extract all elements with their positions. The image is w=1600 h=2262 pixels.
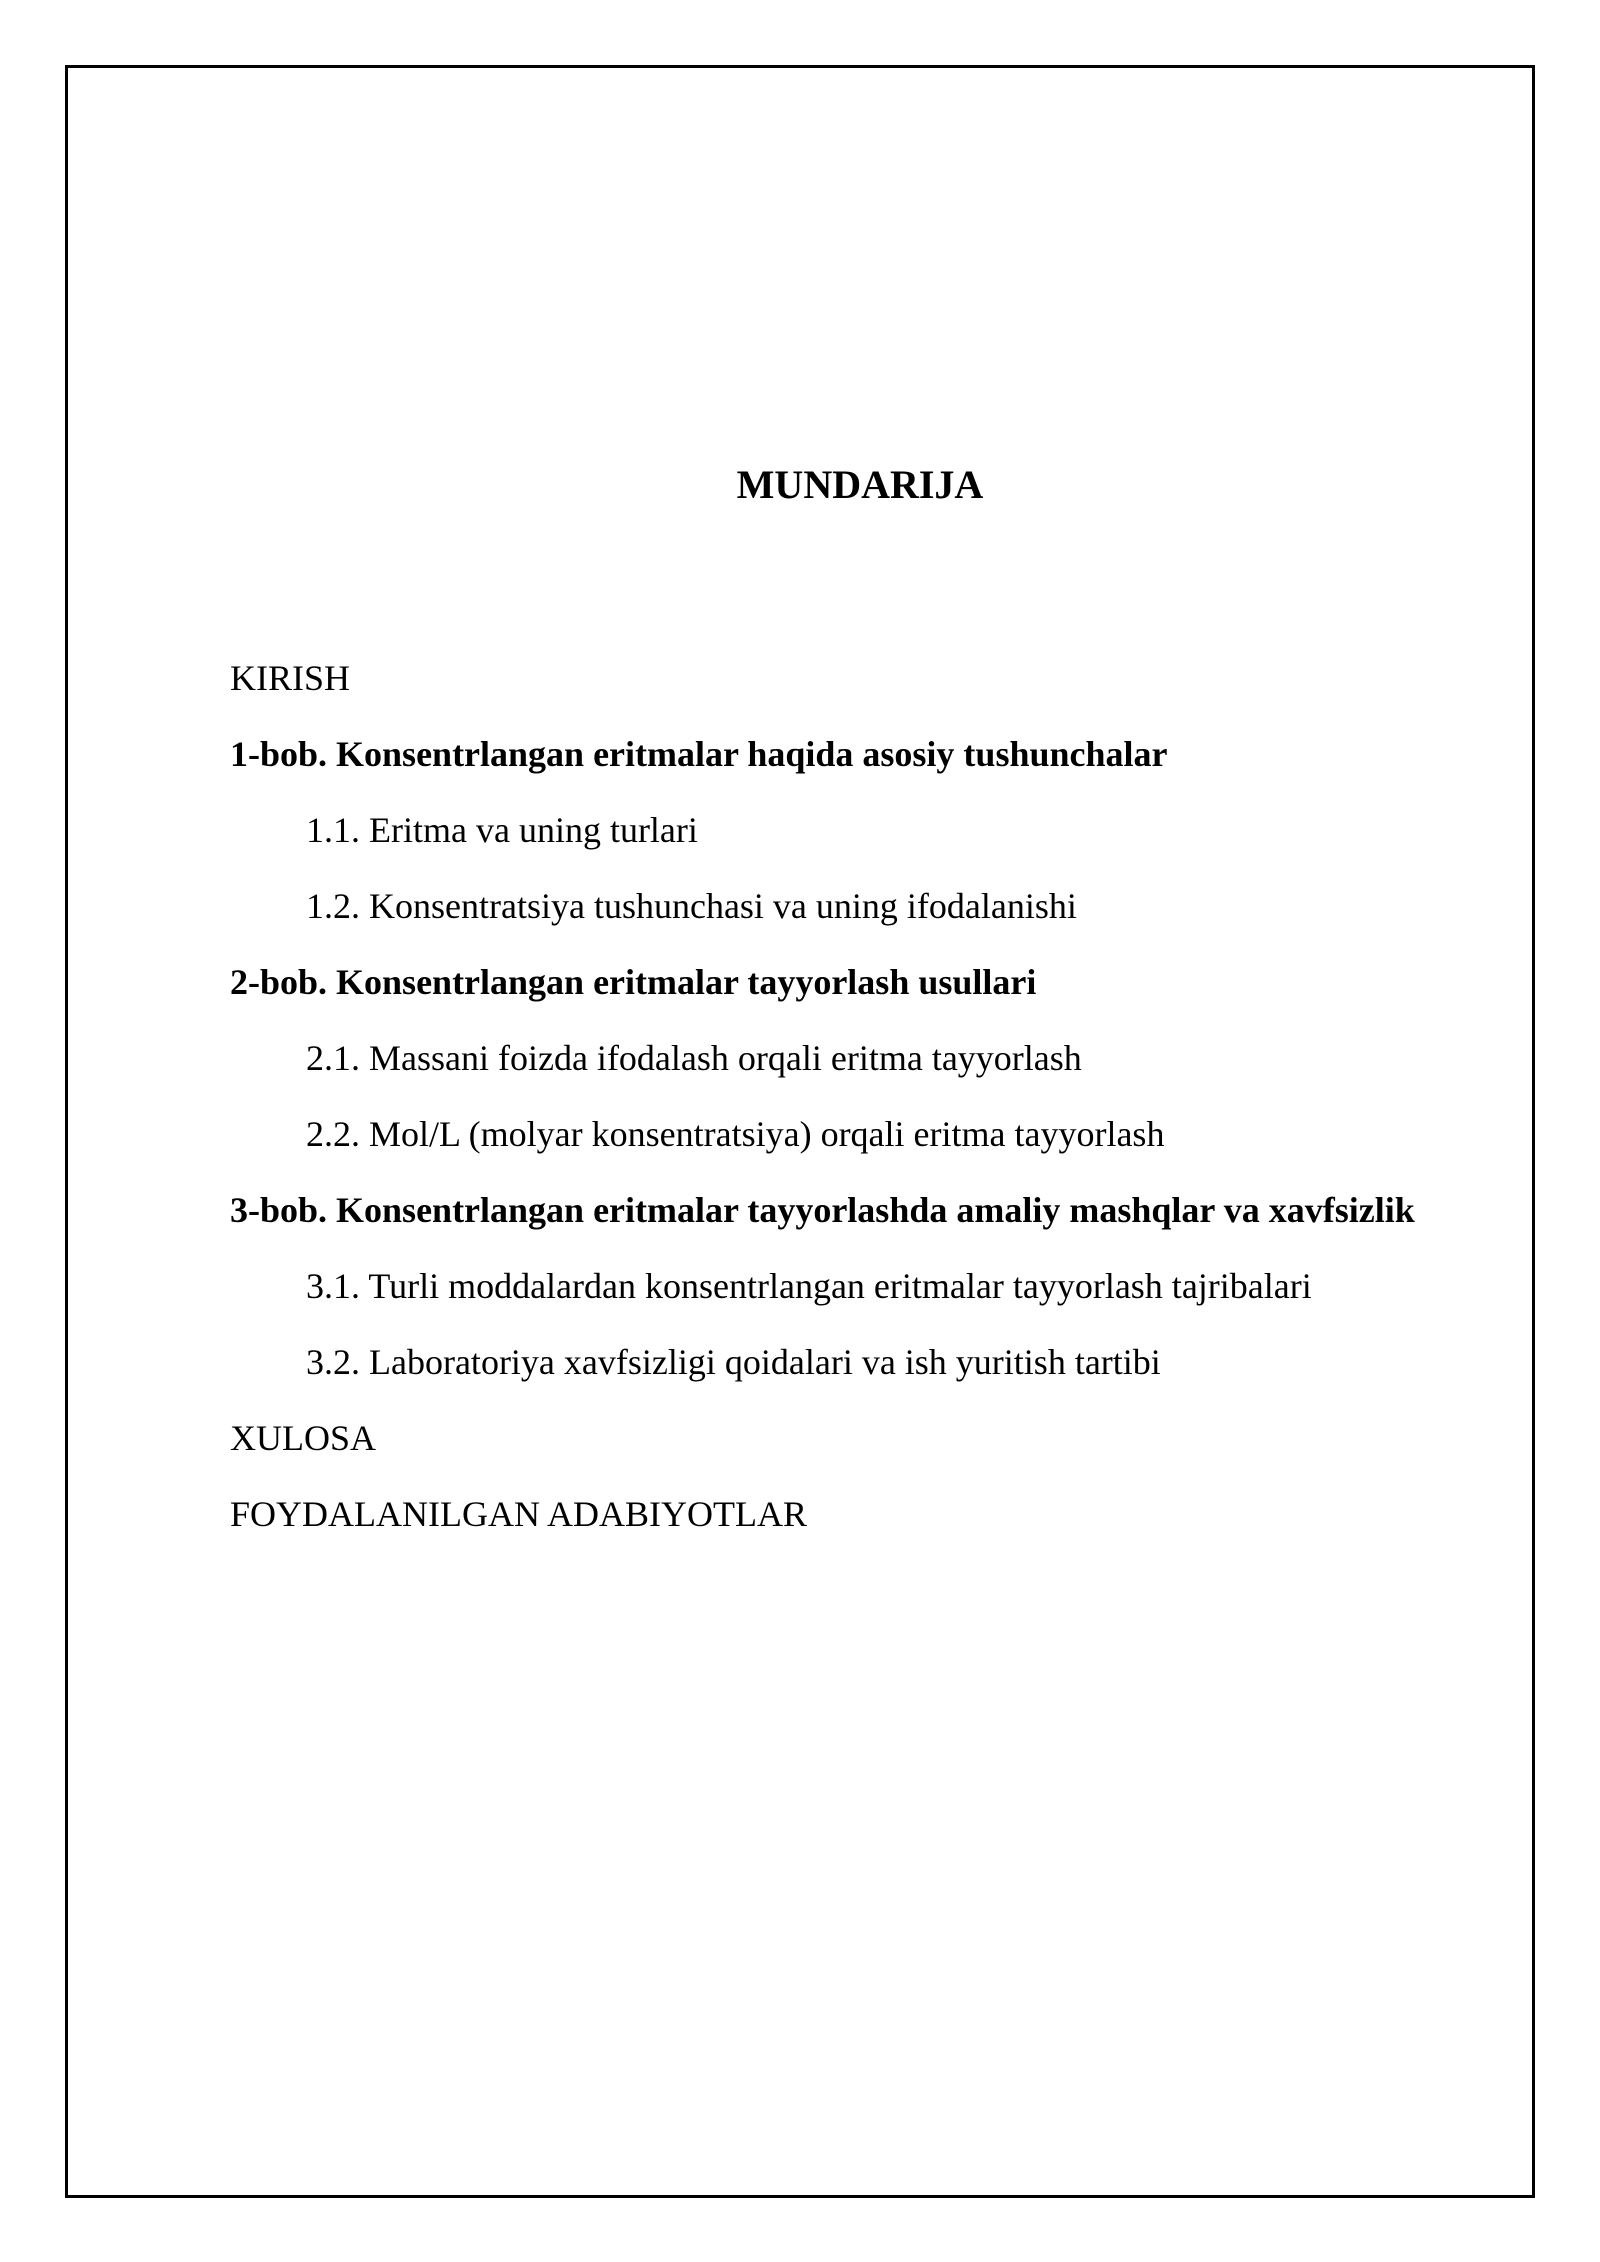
toc-section-3-2: 3.2. Laboratoriya xavfsizligi qoidalari va ish yuritish tartibi <box>306 1342 1161 1382</box>
toc-chapter-2: 2-bob. Konsentrlangan eritmalar tayyorlash usullari <box>230 962 1037 1002</box>
toc-section-1-1: 1.1. Eritma va uning turlari <box>306 810 698 850</box>
toc-entry-references: FOYDALANILGAN ADABIYOTLAR <box>230 1494 807 1534</box>
toc-section-2-1: 2.1. Massani foizda ifodalash orqali eritma tayyorlash <box>306 1038 1082 1078</box>
toc-chapter-3: 3-bob. Konsentrlangan eritmalar tayyorlashda amaliy mashqlar va xavfsizlik <box>230 1190 1415 1230</box>
toc-entry-conclusion: XULOSA <box>230 1418 377 1458</box>
toc-section-3-1: 3.1. Turli moddalardan konsentrlangan eritmalar tayyorlash tajribalari <box>306 1266 1312 1306</box>
toc-section-1-2: 1.2. Konsentratsiya tushunchasi va uning ifodalanishi <box>306 886 1077 926</box>
page-title: MUNDARIJA <box>736 462 984 507</box>
toc-chapter-1: 1-bob. Konsentrlangan eritmalar haqida asosiy tushunchalar <box>230 734 1168 774</box>
toc-section-2-2: 2.2. Mol/L (molyar konsentratsiya) orqali eritma tayyorlash <box>306 1114 1165 1154</box>
toc-entry-intro: KIRISH <box>230 658 351 698</box>
table-of-contents <box>230 640 1520 1552</box>
